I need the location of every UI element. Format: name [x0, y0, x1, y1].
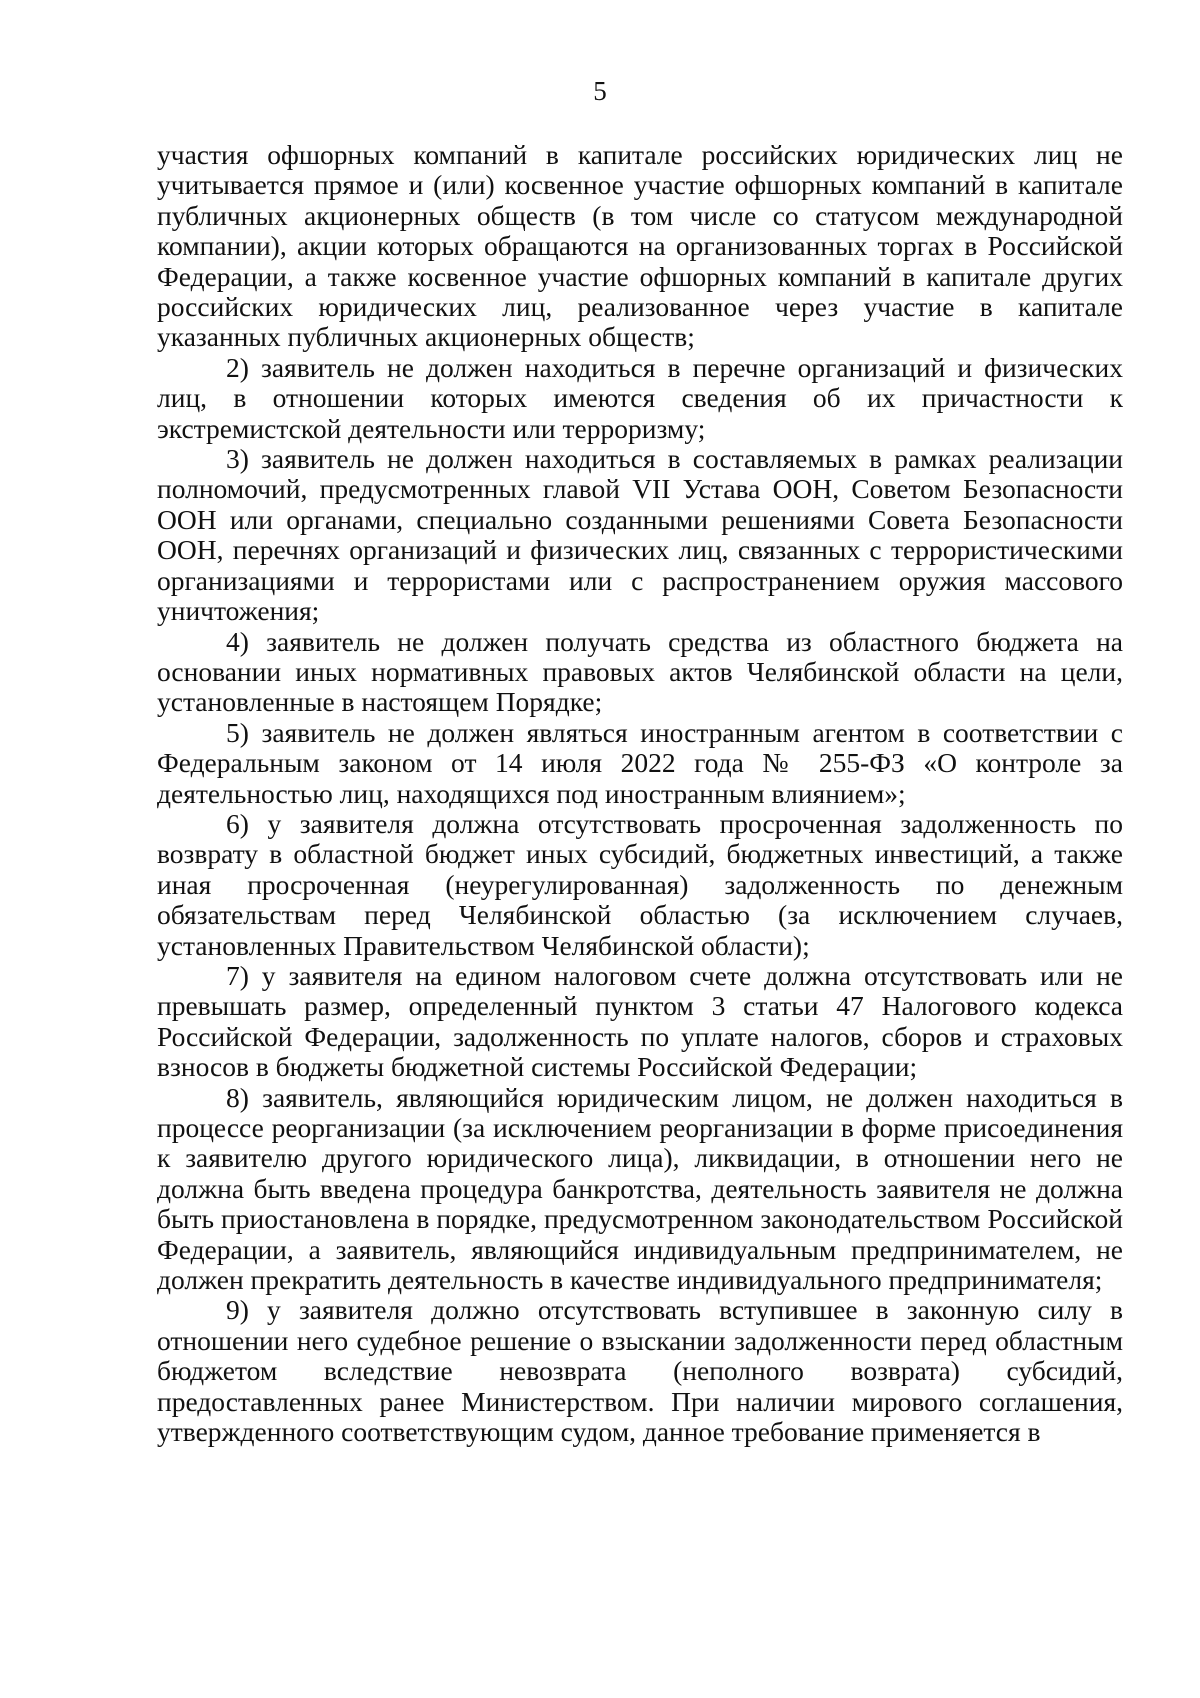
list-item-4: 4) заявитель не должен получать средства из областного бюджета на основании иных нормативных правовых актов Челябинской области на цели, установленные в настоящем Порядке; — [157, 625, 1123, 718]
page-number: 5 — [593, 76, 607, 106]
list-item-9: 9) у заявителя должно отсутствовать вступившее в законную силу в отношении него судебное решение о взыскании задолженности перед областным бюджетом вследствие невозврата (неполного возврата) субсидий, предоставленных ранее Министерством. При наличии мирового соглашения, утвержденного соответствующим судом, данное требование применяется в — [157, 1294, 1123, 1448]
list-item-2: 2) заявитель не должен находиться в перечне организаций и физических лиц, в отношении которых имеются сведения об их причастности к экстремистской деятельности или терроризму; — [157, 351, 1123, 444]
document-body — [157, 140, 1123, 1447]
list-item-3: 3) заявитель не должен находиться в составляемых в рамках реализации полномочий, предусмотренных главой VII Устава ООН, Советом Безопасности ООН или органами, специально созданными решениями Совета Безопасности ООН, перечнях организаций и физических лиц, связанных с террористическими организациями и террористами или с распространением оружия массового уничтожения; — [157, 443, 1123, 627]
paragraph-continuation: участия офшорных компаний в капитале российских юридических лиц не учитывается прямое и (или) косвенное участие офшорных компаний в капитале публичных акционерных обществ (в том числе со статусом международной компании), акции которых обращаются на организованных торгах в Российской Федерации, а также косвенное участие офшорных компаний в капитале других российских юридических лиц, реализованное через участие в капитале указанных публичных акционерных обществ; — [157, 139, 1123, 353]
list-item-5: 5) заявитель не должен являться иностранным агентом в соответствии с Федеральным законом от 14 июля 2022 года № 255-ФЗ «О контроле за деятельностью лиц, находящихся под иностранным влиянием»; — [157, 716, 1123, 809]
list-item-7: 7) у заявителя на едином налоговом счете должна отсутствовать или не превышать размер, определенный пунктом 3 статьи 47 Налогового кодекса Российской Федерации, задолженность по уплате налогов, сборов и страховых взносов в бюджеты бюджетной системы Российской Федерации; — [157, 959, 1123, 1083]
list-item-6: 6) у заявителя должна отсутствовать просроченная задолженность по возврату в областной бюджет иных субсидий, бюджетных инвестиций, а также иная просроченная (неурегулированная) задолженность по денежным обязательствам перед Челябинской областью (за исключением случаев, установленных Правительством Челябинской области); — [157, 807, 1123, 961]
list-item-8: 8) заявитель, являющийся юридическим лицом, не должен находиться в процессе реорганизации (за исключением реорганизации в форме присоединения к заявителю другого юридического лица), ликвидации, в отношении него не должна быть введена процедура банкротства, деятельность заявителя не должна быть приостановлена в порядке, предусмотренном законодательством Российской Федерации, а заявитель, являющийся индивидуальным предпринимателем, не должен прекратить деятельность в качестве индивидуального предпринимателя; — [157, 1081, 1123, 1296]
